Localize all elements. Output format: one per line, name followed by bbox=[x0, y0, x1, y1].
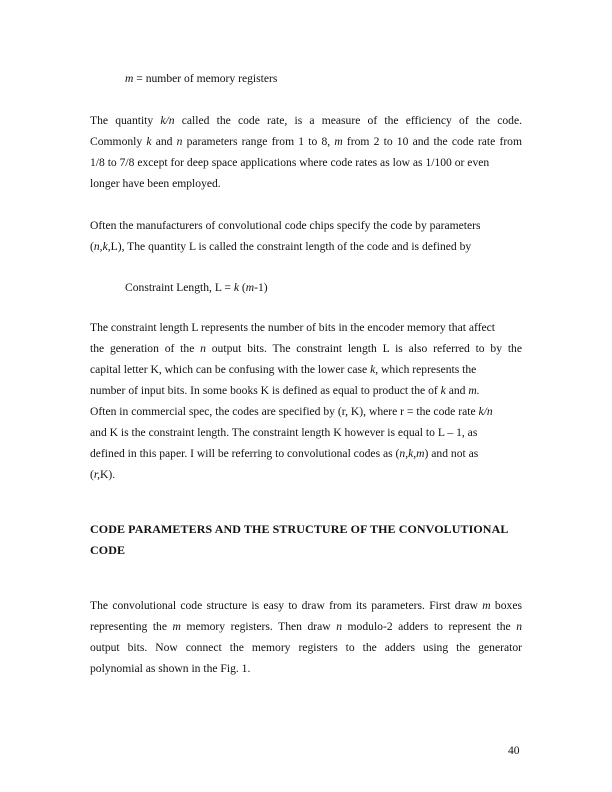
paragraph-line: The convolutional code structure is easy to draw from its parameters. First draw m boxes bbox=[90, 599, 522, 612]
section-heading-line: CODE PARAMETERS AND THE STRUCTURE OF THE CONVOLUTIONAL bbox=[90, 522, 509, 536]
paragraph-line: The constraint length L represents the number of bits in the encoder memory that affect bbox=[90, 321, 495, 334]
memory-registers-definition: m = number of memory registers bbox=[125, 72, 278, 85]
paragraph-line: polynomial as shown in the Fig. 1. bbox=[90, 662, 251, 675]
paragraph-line: representing the m memory registers. Then draw n modulo-2 adders to represent the n bbox=[90, 620, 523, 633]
page-number: 40 bbox=[508, 744, 520, 757]
paragraph-line: capital letter K, which can be confusing with the lower case k, which represents the bbox=[90, 363, 477, 376]
paragraph-line: (r,K). bbox=[90, 468, 116, 481]
paragraph-line: defined in this paper. I will be referring to convolutional codes as (n,k,m) and not as bbox=[90, 447, 479, 460]
paragraph-line: (n,k,L), The quantity L is called the constraint length of the code and is defined by bbox=[90, 240, 472, 253]
paragraph-line: number of input bits. In some books K is defined as equal to product the of k and m. bbox=[90, 384, 480, 397]
paragraph-line: 1/8 to 7/8 except for deep space applications where code rates as low as 1/100 or even bbox=[90, 156, 490, 169]
paragraph-line: The quantity k/n called the code rate, is a measure of the efficiency of the code. bbox=[90, 114, 522, 127]
section-heading-line: CODE bbox=[90, 543, 126, 557]
paragraph-line: Often in commercial spec, the codes are specified by (r, K), where r = the code rate k/n bbox=[90, 405, 493, 418]
paragraph-line: the generation of the n output bits. The constraint length L is also referred to by the bbox=[90, 342, 522, 355]
paragraph-line: Often the manufacturers of convolutional code chips specify the code by parameters bbox=[90, 219, 481, 232]
paragraph-line: output bits. Now connect the memory registers to the adders using the generator bbox=[90, 641, 522, 654]
paragraph-line: longer have been employed. bbox=[90, 177, 221, 190]
constraint-length-formula: Constraint Length, L = k (m-1) bbox=[125, 281, 268, 294]
paragraph-line: and K is the constraint length. The constraint length K however is equal to L – 1, as bbox=[90, 426, 478, 439]
paragraph-line: Commonly k and n parameters range from 1 to 8, m from 2 to 10 and the code rate from bbox=[90, 135, 522, 148]
